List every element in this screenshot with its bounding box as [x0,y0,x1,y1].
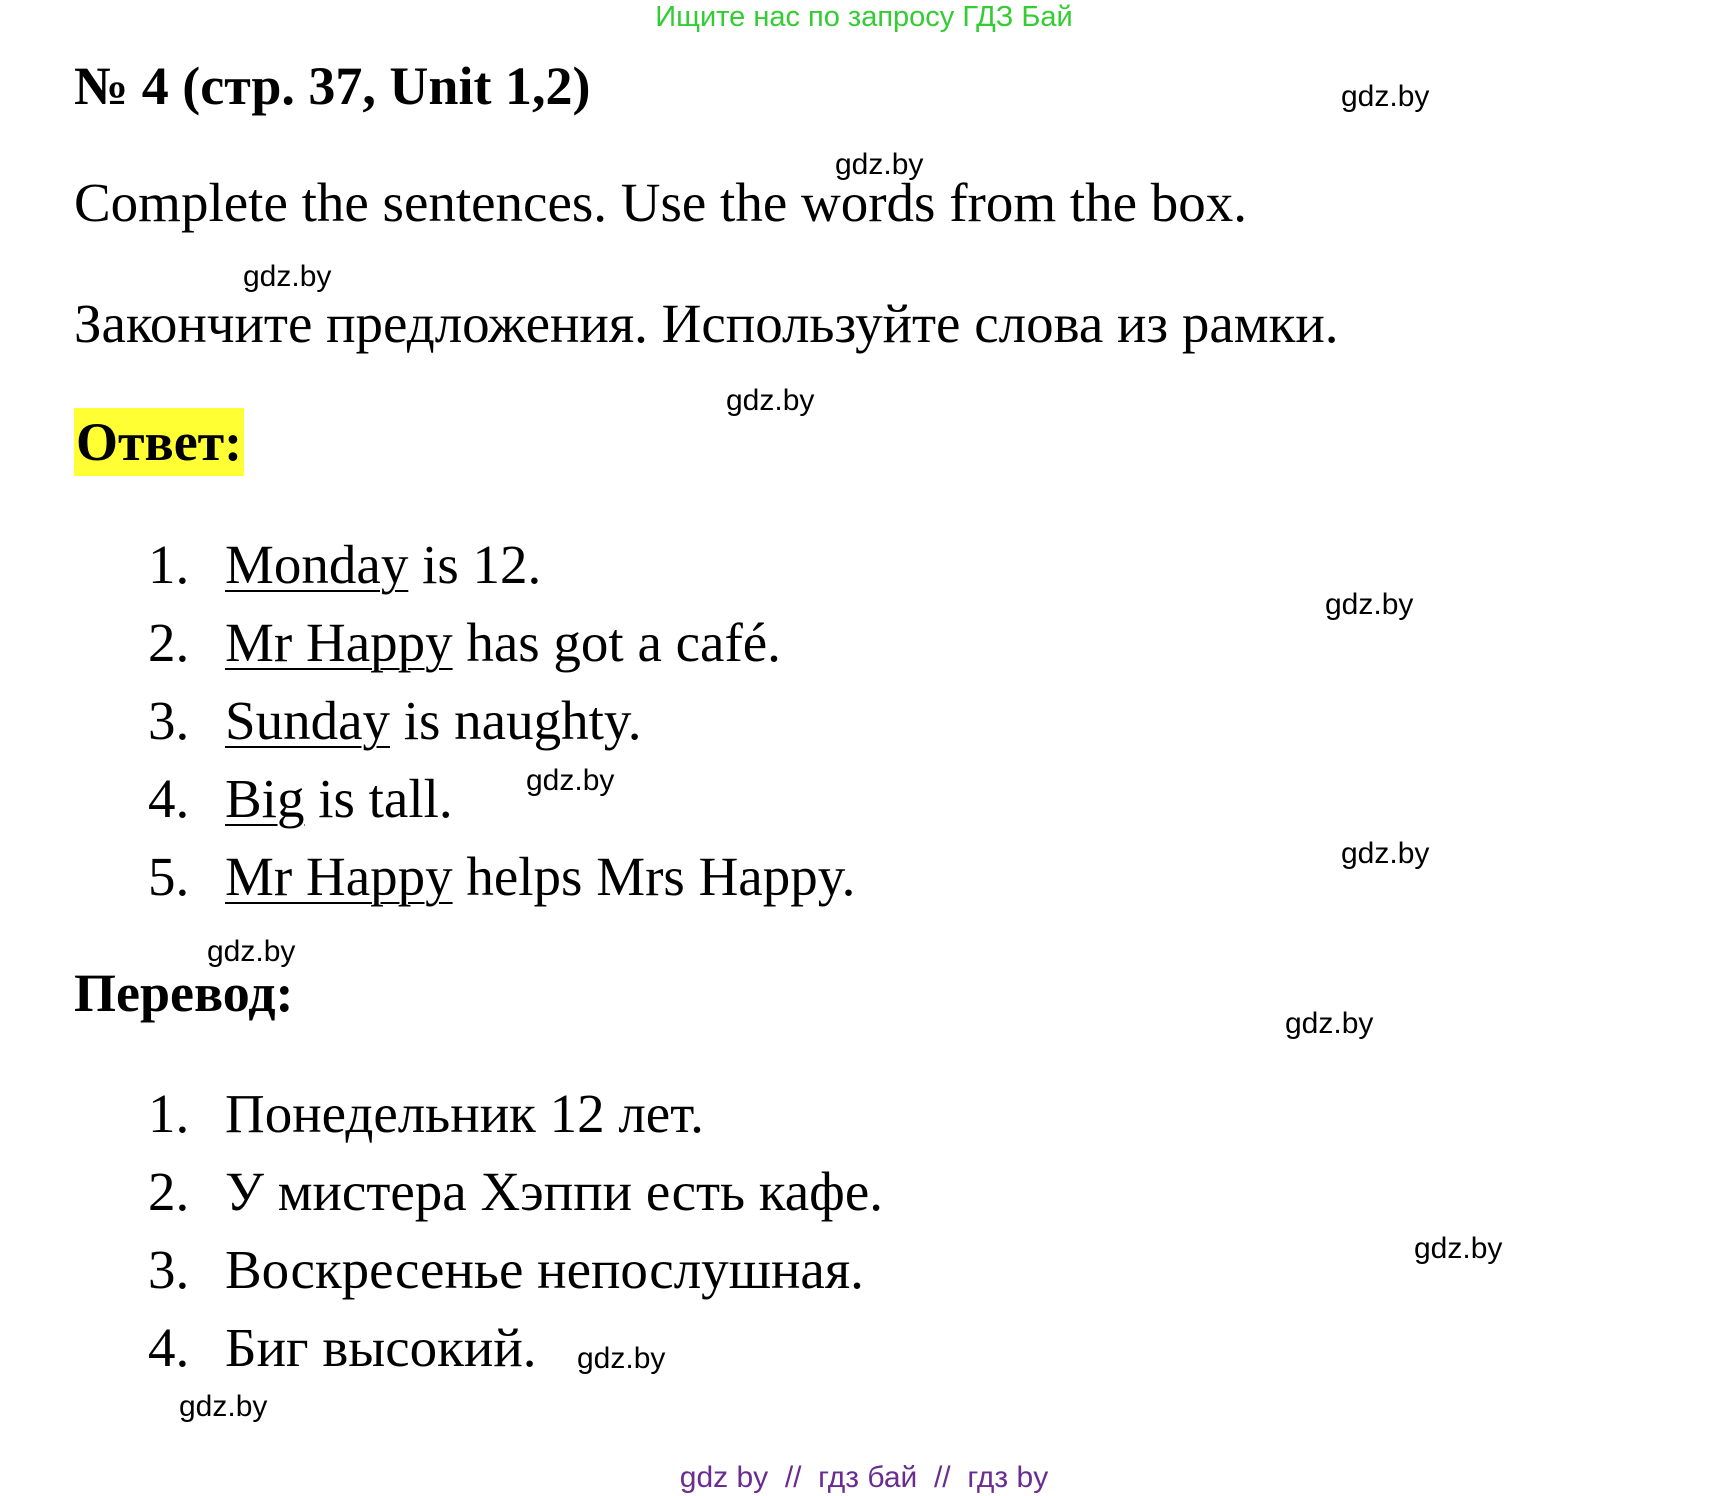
translation-item [148,1309,883,1387]
answer-number: 5. [148,846,190,907]
answer-word: Monday [225,534,409,595]
answer-rest: has got a café. [452,612,781,673]
watermark: gdz.by [1341,837,1430,870]
answer-number: 3. [148,690,190,751]
answer-item [148,526,855,604]
answer-word: Mr Happy [225,612,453,673]
translation-text: У мистера Хэппи есть кафе. [225,1161,883,1222]
translation-text: Воскресенье непослушная. [225,1239,864,1300]
answer-rest: is tall. [304,768,453,829]
translation-number: 2. [148,1161,190,1222]
answer-word: Big [225,768,305,829]
watermark: gdz.by [526,764,615,797]
answer-rest: is naughty. [390,690,642,751]
answer-rest: is 12. [408,534,542,595]
translation-item [148,1153,883,1231]
translation-number: 1. [148,1083,190,1144]
watermark: gdz.by [179,1390,268,1423]
answer-list [148,526,855,916]
watermark: gdz.by [1285,1007,1374,1040]
translation-number: 4. [148,1317,190,1378]
watermark: gdz.by [243,260,332,293]
watermark: gdz.by [835,148,924,181]
watermark: gdz.by [726,384,815,417]
answer-item [148,682,855,760]
translation-text: Понедельник 12 лет. [225,1083,704,1144]
answer-item [148,760,855,838]
watermark: gdz.by [1341,80,1430,113]
translation-item [148,1231,883,1309]
exercise-title: № 4 (стр. 37, Unit 1,2) [74,56,591,116]
answer-word: Mr Happy [225,846,453,907]
instruction-english: Complete the sentences. Use the words from the box. [74,172,1248,233]
watermark: gdz.by [577,1342,666,1375]
footer-text: gdz by // гдз бай // гдз by [679,1461,1049,1494]
translation-text: Биг высокий. [225,1317,537,1378]
watermark: gdz.by [207,935,296,968]
answer-item [148,838,855,916]
watermark: gdz.by [1414,1232,1503,1265]
answer-number: 1. [148,534,190,595]
answer-number: 4. [148,768,190,829]
translation-item [148,1075,883,1153]
answer-rest: helps Mrs Happy. [452,846,856,907]
watermark: gdz.by [1325,588,1414,621]
translation-list [148,1075,883,1387]
translation-number: 3. [148,1239,190,1300]
instruction-russian: Закончите предложения. Используйте слова из рамки. [74,293,1339,354]
banner-text: Ищите нас по запросу ГДЗ Бай [655,1,1073,33]
translation-heading: Перевод: [74,963,294,1023]
answer-heading: Ответ: [74,408,244,476]
answer-word: Sunday [225,690,390,751]
answer-number: 2. [148,612,190,673]
answer-item [148,604,855,682]
